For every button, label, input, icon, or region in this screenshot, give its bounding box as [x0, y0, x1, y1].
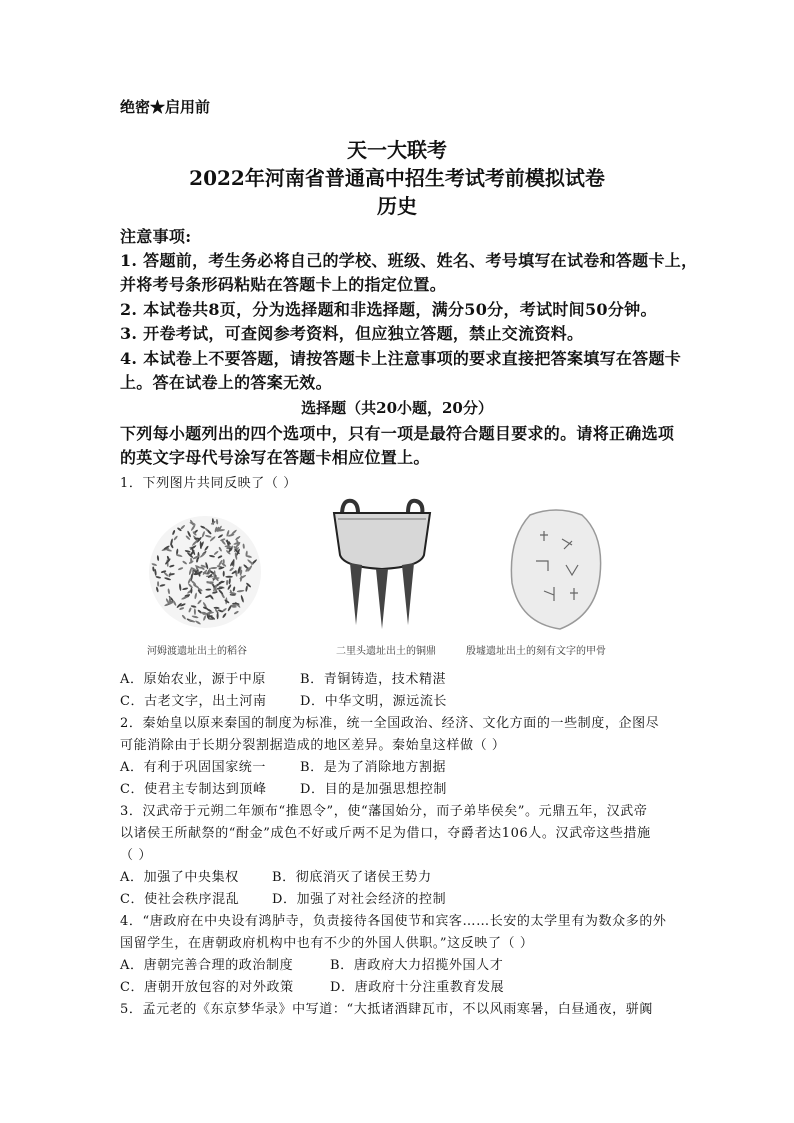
q4-stem: 国留学生，在唐朝政府机构中也有不少的外国人供职。”这反映了（ ）	[120, 936, 534, 951]
q1-option-c: C．古老文字，出土河南	[120, 694, 267, 709]
section-title: 选择题（共20小题，20分）	[301, 399, 493, 417]
subject-title: 历史	[377, 194, 417, 218]
oracle-bone-image	[500, 505, 612, 635]
org-title: 天一大联考	[347, 138, 447, 162]
caption-oracle: 殷墟遗址出土的刻有文字的甲骨	[466, 646, 606, 657]
q3-stem: 以诸侯王所献祭的“酎金”成色不好或斤两不足为借口，夺爵者达106人。汉武帝这些措施	[120, 826, 651, 841]
q3-option-b: B．彻底消灭了诸侯王势力	[272, 870, 432, 885]
bronze-ding-image	[328, 495, 436, 635]
q3-option-c: C．使社会秩序混乱	[120, 892, 240, 907]
q1-stem: 1．下列图片共同反映了（ ）	[120, 476, 297, 491]
q4-option-d: D．唐政府十分注重教育发展	[330, 980, 505, 995]
notes-heading: 注意事项:	[120, 227, 192, 246]
q2-option-c: C．使君主专制达到顶峰	[120, 782, 267, 797]
q2-stem: 可能消除由于长期分裂割据造成的地区差异。秦始皇这样做（ ）	[120, 738, 506, 753]
notes-line: 3. 开卷考试，可查阅参考资料，但应独立答题，禁止交流资料。	[120, 324, 584, 343]
confidential-label: 绝密★启用前	[120, 98, 211, 116]
notes-line: 1. 答题前，考生务必将自己的学校、班级、姓名、考号填写在试卷和答题卡上，	[120, 251, 698, 270]
notes-line: 4. 本试卷上不要答题，请按答题卡上注意事项的要求直接把答案填写在答题卡	[120, 349, 682, 368]
q4-option-a: A．唐朝完善合理的政治制度	[120, 958, 294, 973]
q4-stem: 4．“唐政府在中央设有鸿胪寺，负责接待各国使节和宾客……长安的太学里有为数众多的外	[120, 914, 667, 929]
q5-stem: 5．孟元老的《东京梦华录》中写道：“大抵诸酒肆瓦市，不以风雨寒暑，白昼通夜，骈阗	[120, 1002, 653, 1017]
rice-grains-image	[145, 510, 265, 635]
exam-title: 2022年河南省普通高中招生考试考前模拟试卷	[189, 166, 605, 190]
q2-option-a: A．有利于巩固国家统一	[120, 760, 266, 775]
q3-stem: 3．汉武帝于元朔二年颁布“推恩令”，使“藩国始分，而子弟毕侯矣”。元鼎五年，汉武帝	[120, 804, 648, 819]
section-instruction: 的英文字母代号涂写在答题卡相应位置上。	[120, 448, 430, 467]
q2-stem: 2．秦始皇以原来秦国的制度为标准，统一全国政治、经济、文化方面的一些制度，企图尽	[120, 716, 660, 731]
notes-line: 上。答在试卷上的答案无效。	[120, 373, 332, 392]
section-instruction: 下列每小题列出的四个选项中，只有一项是最符合题目要求的。请将正确选项	[120, 424, 675, 443]
q3-stem: （ ）	[120, 848, 152, 863]
notes-line: 2. 本试卷共8页，分为选择题和非选择题，满分50分，考试时间50分钟。	[120, 300, 657, 319]
notes-line: 并将考号条形码粘贴在答题卡上的指定位置。	[120, 275, 447, 294]
q2-option-b: B．是为了消除地方割据	[300, 760, 447, 775]
q3-option-d: D．加强了对社会经济的控制	[272, 892, 447, 907]
q1-option-d: D．中华文明，源远流长	[300, 694, 448, 709]
q1-option-b: B．青铜铸造，技术精湛	[300, 672, 447, 687]
q4-option-c: C．唐朝开放包容的对外政策	[120, 980, 294, 995]
q4-option-b: B．唐政府大力招揽外国人才	[330, 958, 504, 973]
caption-ding: 二里头遗址出土的铜鼎	[336, 646, 436, 657]
q2-option-d: D．目的是加强思想控制	[300, 782, 448, 797]
caption-rice: 河姆渡遗址出土的稻谷	[147, 646, 247, 657]
q1-option-a: A．原始农业，源于中原	[120, 672, 266, 687]
q3-option-a: A．加强了中央集权	[120, 870, 239, 885]
